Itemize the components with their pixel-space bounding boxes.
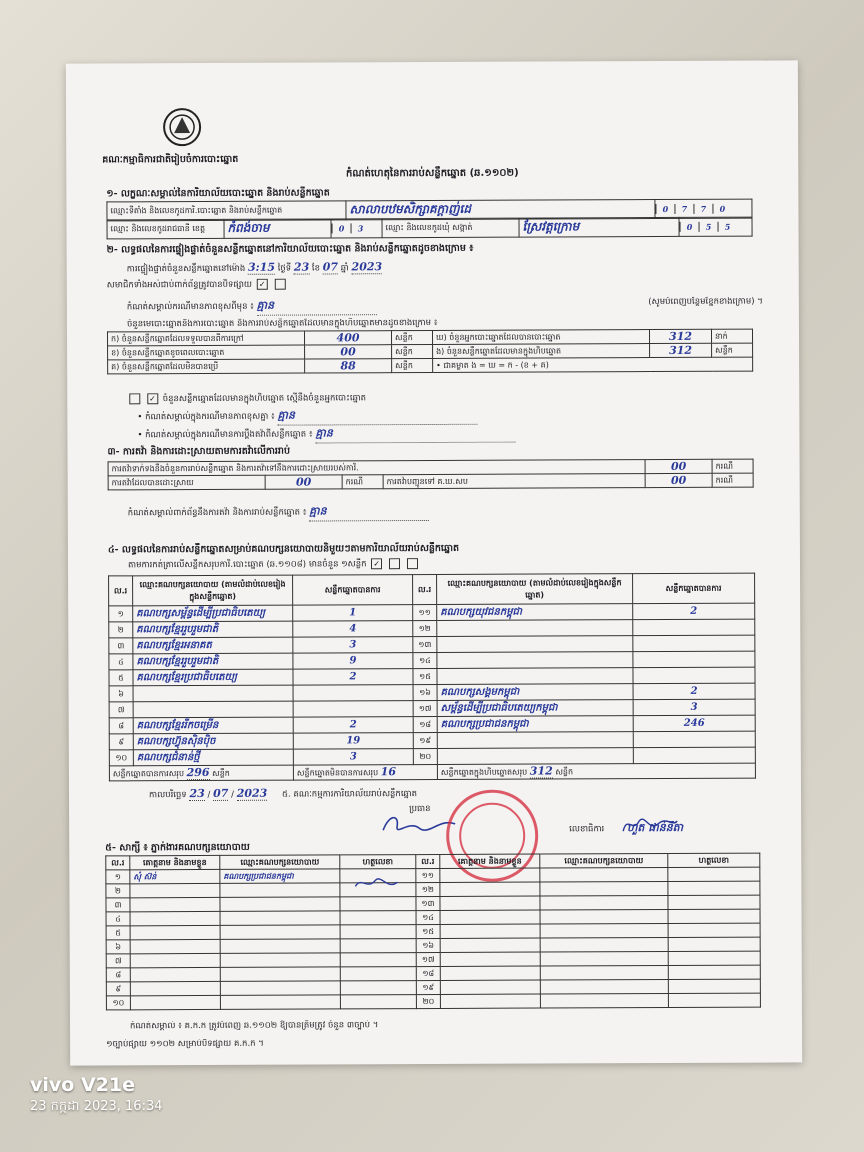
witness-cell [220,995,340,1010]
witness-cell: ១១ [416,868,440,882]
result-no: ១០ [109,750,133,766]
witness-cell: ១ [106,870,130,884]
result-votes: 9 [293,653,413,670]
witness-cell [668,867,760,881]
result-no: ១២ [413,620,437,636]
commune-value: ស្រែវត្តក្រោម [519,217,679,237]
section2-line2: សមាជិកទាំងអស់ជាប់ពាក់ព័ន្ធត្រូវបានបិទផ្សាយ ✓ [107,277,763,293]
witness-cell [340,925,416,939]
result-party: គណបក្សខ្មែរប្រជាធិបតេយ្យ [133,669,293,686]
result-party [437,668,633,685]
witness-cell [668,993,760,1007]
witness-row [106,993,760,1010]
witness-cell [440,952,540,966]
result-party: សម្ព័ន្ធដើម្បីប្រជាធិបតេយ្យកម្ពុជា [437,700,633,717]
results-table: ល.រ ឈ្មោះគណបក្សនយោបាយ (តាមលំដាប់លេខរៀងក្នុងសន្លឹកឆ្នោត) សន្លឹកឆ្នោតបានការ ល.រ ឈ្មោះគណបក្សនយោបាយ (តាមលំដាប់លេខរៀងក្នុងសន្លឹកឆ្នោត) សន្លឹកឆ្នោតបានការ ១ គណបក្សសម្ព័ន្ធដើម្បីប្រជាធិបតេយ្យ 1 ១១ គណបក្សយុវជនកម្ពុជា 2 ២ គណបក្សខ្មែររួបរួមជាតិ 4 ១២ ៣ គណបក្សខ្មែរអនាគត 3 ១៣ ៤ គណបក្សខ្មែររួបរួមជាតិ 9 ១៤ ៥ គណបក្សខ្មែរប្រជាធិបតេយ្យ 2 ១៥ ៦ ១៦ គណបក្សសង្គមកម្ពុជា 2 ៧ ១៧ សម្ព័ន្ធដើម្បីប្រជាធិបតេយ្យកម្ពុជា 3 ៨ គណបក្សខ្មែររីកចម្រើន 2 ១៨ គណបក្សប្រជាជនកម្ពុជា 246 ៩ គណបក្សហ៊្វុនស៊ិនប៉ិច 19 ១៩ ១០ គណបក្សជំនាន់ថ្មី 3 ២០ សន្លឹកឆ្នោតបានការសរុប 296 សន្លឹក សន្លឹកឆ្នោតមិនបានការសរុប 16 សន្លឹកឆ្នោតក្នុងហិបឆ្នោតសរុប 312 សន្លឹក [108,573,756,782]
witness-cell [668,937,760,951]
witness-cell [540,951,668,966]
witness-cell [440,896,540,910]
witness-cell [130,925,220,939]
section3-title: ៣- ការតវ៉ា និងការដោះស្រាយតាមការតវ៉ាលើការរាប់ [107,445,291,458]
witness-cell [130,981,220,995]
witness-cell: ១៦ [416,938,440,952]
section1-table-row2 [106,217,752,240]
witness-cell [130,995,220,1009]
section3-note: កំណត់សម្គាល់ពាក់ព័ន្ធនឹងការតវ៉ា និងការរាប់សន្លឹកឆ្នោត ៖ គ្មាន [128,503,764,523]
witness-cell: ៩ [106,982,130,996]
witness-cell: ៦ [106,940,130,954]
election-form-sheet [66,60,802,1065]
witness-cell [130,939,220,953]
commune-label: ឈ្មោះ និងលេខកូដឃុំ សង្កាត់ [382,218,519,238]
witness-cell [540,923,668,938]
section5-footnote: កំណត់សម្គាល់ ៖ គ.ក.ក ត្រូវបំពេញ ឆ.១១០២ ឱ្យបានត្រឹមត្រូវ ចំនួន ៣ច្បាប់ ។ [129,1020,379,1032]
witness-signature-icon [351,874,401,892]
result-no: ១៧ [413,700,437,716]
witness-cell [130,897,220,911]
section2-note2: • កំណត់សម្គាល់ក្នុងករណីមានការប្តឹងតវ៉ាពីសន្លឹកឆ្នោត ៖ គ្មាន [137,425,763,445]
result-party: គណបក្សខ្មែររីកចម្រើន [133,717,293,734]
result-votes [633,731,755,748]
bottom-note: ១ច្បាប់ផ្សាយ ១១០២ សម្រាប់បិទផ្សាយ គ.ក.ក ។ [106,1038,264,1050]
witness-cell: ៨ [106,968,130,982]
device-name: vivo V21e [30,1074,135,1096]
complaint-row-1: ការតវ៉ាទាក់ទងនឹងចំនួនការរាប់សន្លឹកឆ្នោត និងការតវ៉ាទៅនឹងការដោះស្រាយរបស់ការិ. 00 ករណី [108,459,753,476]
result-votes [633,667,755,684]
chair-label: ប្រធាន [409,804,431,815]
result-votes: 2 [293,669,413,686]
witness-cell: ១៥ [416,924,440,938]
result-party: គណបក្សជំនាន់ថ្មី [133,749,293,766]
result-votes [633,651,755,668]
org-name: គណៈកម្មាធិការជាតិរៀបចំការបោះឆ្នោត [102,153,239,166]
result-no: ៤ [109,654,133,670]
province-code: 0 3 [331,219,382,238]
result-no: ២ [109,622,133,638]
result-no: ១៦ [413,684,437,700]
result-party [133,701,293,718]
witness-cell [220,897,340,912]
result-party: គណបក្សខ្មែររួបរួមជាតិ [133,621,293,638]
witness-cell [540,867,668,882]
photo-timestamp: 23 កក្កដា 2023, 16:34 [30,1099,163,1114]
result-no: ១៤ [413,652,437,668]
location-label: ឈ្មោះទីតាំង និងលេខកូដការិ.បោះឆ្នោត និងរាប់សន្លឹកឆ្នោត [107,201,346,221]
witness-cell: ១៧ [416,952,440,966]
witness-cell [220,911,340,926]
result-party: គណបក្សខ្មែររួបរួមជាតិ [133,653,293,670]
witness-cell: ៤ [106,912,130,926]
result-no: ៦ [109,686,133,702]
secretary-signature-icon [619,813,679,837]
witness-cell [540,895,668,910]
result-votes [633,619,755,636]
result-party: គណបក្សប្រជាជនកម្ពុជា [437,716,633,733]
results-body [109,603,756,766]
witness-cell [540,965,668,980]
section2-check-line: ✓ ចំនួនសន្លឹកឆ្នោតដែលមានក្នុងហិបឆ្នោត ស្មើនឹងចំនួនអ្នកបោះឆ្នោត [127,391,763,407]
verification-time-line: ការផ្ទៀងផ្ទាត់ចំនួនសន្លឹកឆ្នោតនៅម៉ោង 3:15 ថ្ងៃទី 23 ខែ 07 ឆ្នាំ 2023 [126,260,383,275]
result-votes: 3 [293,637,413,654]
witness-cell [130,911,220,925]
witness-cell: ៧ [106,954,130,968]
result-no: ១៩ [413,732,437,748]
result-party: គណបក្សហ៊្វុនស៊ិនប៉ិច [133,733,293,750]
camera-watermark [30,1074,163,1117]
witness-cell [340,939,416,953]
province-value: កំពង់ចាម [224,219,331,238]
witness-cell: ១៣ [416,896,440,910]
witness-cell [340,981,416,995]
witness-cell [340,953,416,967]
result-votes: 19 [293,733,413,750]
section1-title: ១- លក្ខណៈសម្គាល់នៃការិយាល័យបោះឆ្នោត និងរាប់សន្លឹកឆ្នោត [106,187,330,200]
witness-cell [340,995,416,1009]
result-no: ៧ [109,702,133,718]
witness-cell [220,925,340,940]
section4-title: ៤- លទ្ធផលនៃការរាប់សន្លឹកឆ្នោតសម្រាប់គណបក្សនយោបាយនិមួយៗតាមការិយាល័យរាប់សន្លឹកឆ្នោត [107,542,460,556]
witness-cell: គណបក្សប្រជាជនកម្ពុជា [220,869,340,884]
result-votes [293,685,413,702]
day-value: 23 [293,260,310,274]
commune-code: 0 5 5 [679,217,752,236]
witness-cell: ២០ [416,994,440,1008]
result-party [437,620,633,637]
witness-cell: សុំ ស៊ន់ [130,869,220,883]
result-votes: 4 [293,621,413,638]
witness-cell [130,953,220,967]
result-party: គណបក្សសង្គមកម្ពុជា [437,684,633,701]
witness-cell [440,980,540,994]
witness-cell [540,937,668,952]
result-party [437,748,633,765]
result-no: ១១ [413,604,437,620]
witness-cell [540,881,668,896]
result-no: ១៨ [413,716,437,732]
result-no: ១ [109,606,133,622]
witness-cell [130,883,220,897]
result-party [437,652,633,669]
result-votes: 2 [633,683,755,700]
witness-cell: ១៤ [416,910,440,924]
witness-cell [220,981,340,996]
result-no: ៥ [109,670,133,686]
witness-cell [540,979,668,994]
result-votes [633,635,755,652]
nec-emblem-icon [162,107,202,147]
witness-cell [440,910,540,924]
time-value: 3:15 [247,260,276,274]
result-party: គណបក្សខ្មែរអនាគត [133,637,293,654]
section2-title: ២- លទ្ធផលនៃការផ្ទៀងផ្ទាត់ចំនួនសន្លឹកឆ្នោតនៅការិយាល័យបោះឆ្នោត និងរាប់សន្លឹកឆ្នោតដូចខាងក្រោម ៖ [106,242,474,256]
result-no: ១៣ [413,636,437,652]
witness-cell: ១៩ [416,980,440,994]
result-no: ២០ [413,748,437,764]
witness-cell: ១០ [106,996,130,1010]
result-votes: 3 [293,749,413,766]
witness-cell: ១៨ [416,966,440,980]
result-party [133,685,293,702]
witness-cell [440,868,540,882]
month-value: 07 [322,260,339,274]
section4-intro: តាមការកត់ត្រាលើសន្លឹកសរុបការិ.បោះឆ្នោត (ឆ.១១០៨) មានចំនួន ១សន្លឹក ✓ [128,557,764,573]
location-code: 0 7 7 0 [655,199,752,218]
witness-cell [220,953,340,968]
result-party: គណបក្សសម្ព័ន្ធដើម្បីប្រជាធិបតេយ្យ [133,605,293,622]
witness-cell [668,979,760,993]
witness-cell [440,882,540,896]
ballot-row-c: គ) ចំនួនសន្លឹកឆ្នោតដែលមិនបានប្រើ 88 សន្លឹក • ជាគម្លាត ង = ឃ = ក - (ខ + គ) [108,357,753,374]
result-party: គណបក្សយុវជនកម្ពុជា [437,604,633,621]
result-votes [633,747,755,764]
result-no: ៩ [109,734,133,750]
result-votes: 2 [293,717,413,734]
witness-cell [668,895,760,909]
result-votes: 246 [633,715,755,732]
witness-cell [440,938,540,952]
witness-cell [220,939,340,954]
province-label: ឈ្មោះ និងលេខកូដរាជធានី ខេត្ត [107,219,224,239]
ballot-row-a: ក) ចំនួនសន្លឹកឆ្នោតដែលទទួលបានពីការក្រៅ 400 សន្លឹក ឃ) ចំនួនអ្នកបោះឆ្នោតដែលបានបោះឆ្នោត 312 នាក់ [107,329,752,346]
date-line: កាលបរិច្ឆេទ 23 / 07 / 2023 ៥. គណៈកម្មការការិយាល័យរាប់សន្លឹកឆ្នោត [148,786,418,801]
section2-note1: • កំណត់សម្គាល់ក្នុងករណីមានភាពខុសគ្នា ៖ គ្មាន [137,407,763,427]
ballot-count-table [107,329,753,375]
witness-cell [668,965,760,979]
location-value: សាលាបឋមសិក្សាគក្តាញ់ដេ [346,200,655,220]
witness-cell [540,993,668,1008]
section5-title: ៥- សាក្សី ៖ ភ្នាក់ងារគណបក្សនយោបាយ [105,841,250,854]
complaint-row-2: ការតវ៉ាដែលបានដោះស្រាយ 00 ករណី ការតវ៉ាបញ្ជូនទៅ គ.ឃ.សប 00 ករណី [108,473,753,490]
witness-cell [668,951,760,965]
ballot-row-b: ខ) ចំនួនសន្លឹកឆ្នោតខូចពេលបោះឆ្នោត 00 សន្លឹក ង) ចំនួនសន្លឹកឆ្នោតដែលមានក្នុងហិបឆ្នោត 312 សន្លឹក [108,343,753,360]
result-party [437,732,633,749]
secretary-line: លេខាធិការ ហួត ផាន់នីតា [569,820,684,835]
witness-cell: ២ [106,884,130,898]
witness-table: ល.រ គោត្តនាម និងនាមខ្លួន ឈ្មោះគណបក្សនយោបាយ ហត្ថលេខា ល.រ គោត្តនាម និងនាមខ្លួន ឈ្មោះគណបក្សនយោបាយ ហត្ថលេខា ១ សុំ ស៊ន់ គណបក្សប្រជាជនកម្ពុជា ១១ ២ ១២ ៣ ១៣ ៤ ១៤ ៥ ១៥ ៦ ១៦ ៧ ១៧ ៨ ១៨ ៩ ១៩ ១០ ២០ [105,853,761,1011]
result-party [437,636,633,653]
complaints-table [108,459,754,491]
witness-cell [130,967,220,981]
witness-cell [540,909,668,924]
result-votes: 2 [633,603,755,620]
witness-cell [220,967,340,982]
witness-cell: ៥ [106,926,130,940]
result-no: ១៥ [413,668,437,684]
result-votes [293,701,413,718]
witness-cell [668,909,760,923]
result-no: ៨ [109,718,133,734]
witness-cell [340,911,416,925]
form-title: កំណត់ហេតុនៃការរាប់សន្លឹកឆ្នោត (ឆ.១១០២) [345,167,519,180]
result-votes: 3 [633,699,755,716]
witness-cell: ៣ [106,898,130,912]
witness-cell [668,881,760,895]
witness-cell [220,883,340,898]
witness-cell [340,967,416,981]
year-value: 2023 [351,260,383,274]
witness-cell [340,897,416,911]
section2-noted: កំណត់សម្គាល់ករណីមានភាពខុសពីមុន ៖ គ្មាន (សូមបំពេញបន្ថែមខ្នែកខាងក្រោម) ។ [127,297,763,317]
results-total-row: សន្លឹកឆ្នោតបានការសរុប 296 សន្លឹក សន្លឹកឆ្នោតមិនបានការសរុប 16 សន្លឹកឆ្នោតក្នុងហិបឆ្នោតសរុប 312 សន្លឹក [109,763,755,781]
witness-cell: ១២ [416,882,440,896]
witness-cell [668,923,760,937]
witness-cell [440,994,540,1008]
witness-cell [440,924,540,938]
result-votes: 1 [293,605,413,622]
result-no: ៣ [109,638,133,654]
section2-sub-intro: ចំនួនមេបោះឆ្នោតនិងការបោះឆ្នោត និងការរាប់សន្លឹកឆ្នោតដែលមានក្នុងហិបឆ្នោតមានដូចខាងក្រោម ៖ [126,317,438,330]
witness-cell [440,966,540,980]
witness-body [106,867,761,1010]
